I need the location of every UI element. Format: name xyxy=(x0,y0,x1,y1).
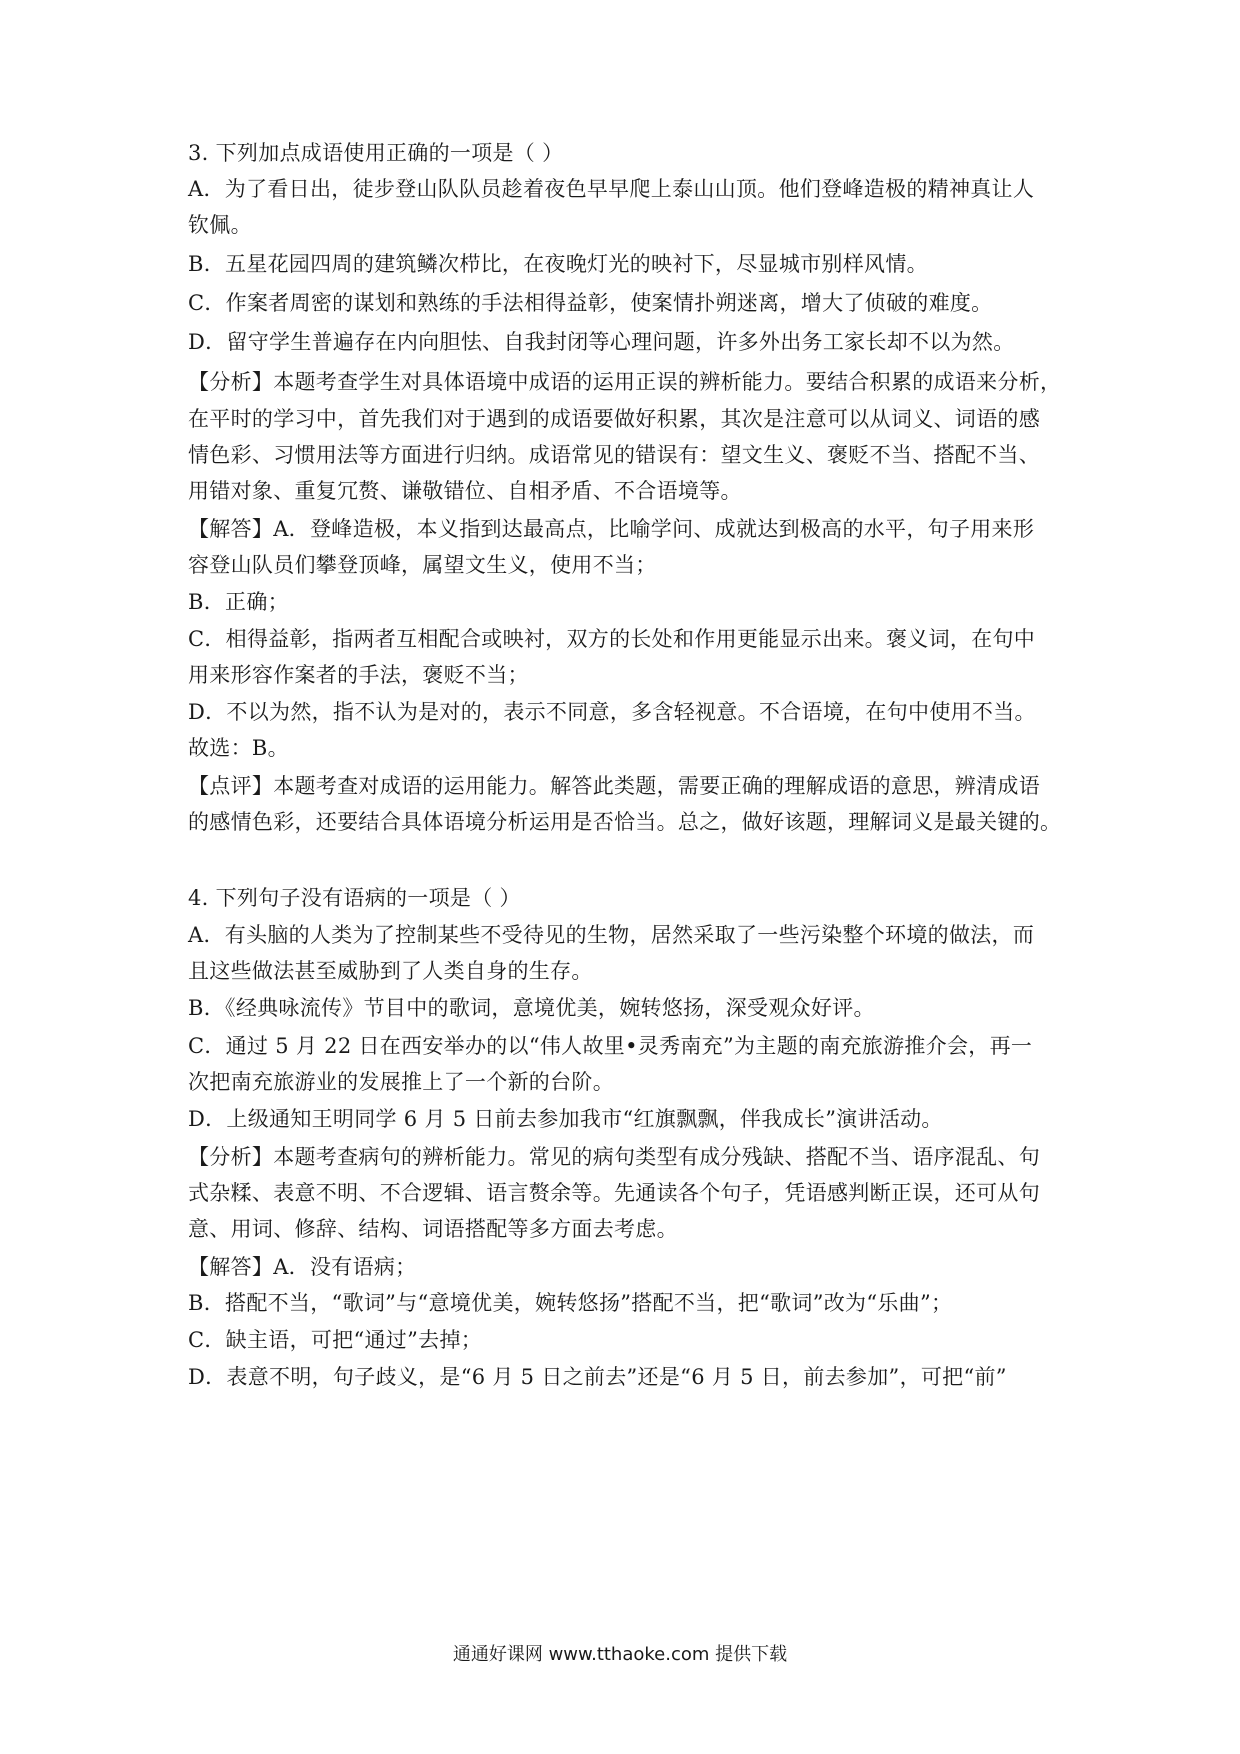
q3-comment-cont: 的感情色彩，还要结合具体语境分析运用是否恰当。总之，做好该题，理解词义是最关键的。 xyxy=(188,810,1062,834)
q3-answer-c-cont: 用来形容作案者的手法，褒贬不当； xyxy=(188,663,529,687)
q4-option-a-cont: 且这些做法甚至威胁到了人类自身的生存。 xyxy=(188,959,593,983)
q4-analysis: 【分析】本题考查病句的辨析能力。常见的病句类型有成分残缺、搭配不当、语序混乱、句 xyxy=(188,1145,1040,1169)
q3-analysis-cont1: 在平时的学习中，首先我们对于遇到的成语要做好积累，其次是注意可以从词义、词语的感 xyxy=(188,407,1040,431)
q4-analysis-cont2: 意、用词、修辞、结构、词语搭配等多方面去考虑。 xyxy=(188,1217,678,1241)
q4-option-b: B．《经典咏流传》节目中的歌词，意境优美，婉转悠扬，深受观众好评。 xyxy=(188,996,875,1020)
q3-option-a: A．为了看日出，徒步登山队队员趁着夜色早早爬上泰山山顶。他们登峰造极的精神真让人 xyxy=(188,177,1035,201)
q4-answer: 【解答】A．没有语病； xyxy=(188,1255,417,1279)
q3-option-b: B．五星花园四周的建筑鳞次栉比，在夜晚灯光的映衬下，尽显城市别样风情。 xyxy=(188,252,928,276)
q3-answer-c: C．相得益彰，指两者互相配合或映衬，双方的长处和作用更能显示出来。褒义词，在句中 xyxy=(188,627,1036,651)
q4-answer-d: D．表意不明，句子歧义，是“6 月 5 日之前去”还是“6 月 5 日，前去参加”，可把“前” xyxy=(188,1365,1007,1389)
q3-answer-d: D．不以为然，指不认为是对的，表示不同意，多含轻视意。不合语境，在句中使用不当。 xyxy=(188,700,1036,724)
q4-stem: 4. 下列句子没有语病的一项是（ ） xyxy=(188,886,521,910)
page-footer: 通通好课网 www.tthaoke.com 提供下载 xyxy=(452,1644,788,1665)
q4-answer-b: B．搭配不当，“歌词”与“意境优美，婉转悠扬”搭配不当，把“歌词”改为“乐曲”； xyxy=(188,1291,953,1315)
q3-option-d: D．留守学生普遍存在内向胆怯、自我封闭等心理问题，许多外出务工家长却不以为然。 xyxy=(188,330,1015,354)
q3-comment: 【点评】本题考查对成语的运用能力。解答此类题，需要正确的理解成语的意思，辨清成语 xyxy=(188,774,1040,798)
q4-answer-c: C．缺主语，可把“通过”去掉； xyxy=(188,1328,483,1352)
q4-analysis-cont1: 式杂糅、表意不明、不合逻辑、语言赘余等。先通读各个句子，凭语感判断正误，还可从句 xyxy=(188,1181,1040,1205)
q3-answer-b: B．正确； xyxy=(188,590,289,614)
q4-option-a: A．有头脑的人类为了控制某些不受待见的生物，居然采取了一些污染整个环境的做法，而 xyxy=(188,923,1035,947)
q4-option-c-cont: 次把南充旅游业的发展推上了一个新的台阶。 xyxy=(188,1070,614,1094)
q3-stem: 3. 下列加点成语使用正确的一项是（ ） xyxy=(188,141,564,165)
q3-option-a-cont: 钦佩。 xyxy=(188,213,252,237)
q3-analysis: 【分析】本题考查学生对具体语境中成语的运用正误的辨析能力。要结合积累的成语来分析， xyxy=(188,370,1062,394)
q4-option-c: C．通过 5 月 22 日在西安举办的以“伟人故里•灵秀南充”为主题的南充旅游推介会，再一 xyxy=(188,1034,1033,1058)
q3-answer-cont1: 容登山队员们攀登顶峰，属望文生义，使用不当； xyxy=(188,553,657,577)
q3-final-choice: 故选：B。 xyxy=(188,736,289,760)
q3-answer: 【解答】A．登峰造极，本义指到达最高点，比喻学问、成就达到极高的水平，句子用来形 xyxy=(188,517,1035,541)
q4-option-d: D．上级通知王明同学 6 月 5 日前去参加我市“红旗飘飘，伴我成长”演讲活动。 xyxy=(188,1107,943,1131)
q3-option-c: C．作案者周密的谋划和熟练的手法相得益彰，使案情扑朔迷离，增大了侦破的难度。 xyxy=(188,291,993,315)
q3-analysis-cont3: 用错对象、重复冗赘、谦敬错位、自相矛盾、不合语境等。 xyxy=(188,479,742,503)
q3-analysis-cont2: 情色彩、习惯用法等方面进行归纳。成语常见的错误有：望文生义、褒贬不当、搭配不当、 xyxy=(188,443,1040,467)
